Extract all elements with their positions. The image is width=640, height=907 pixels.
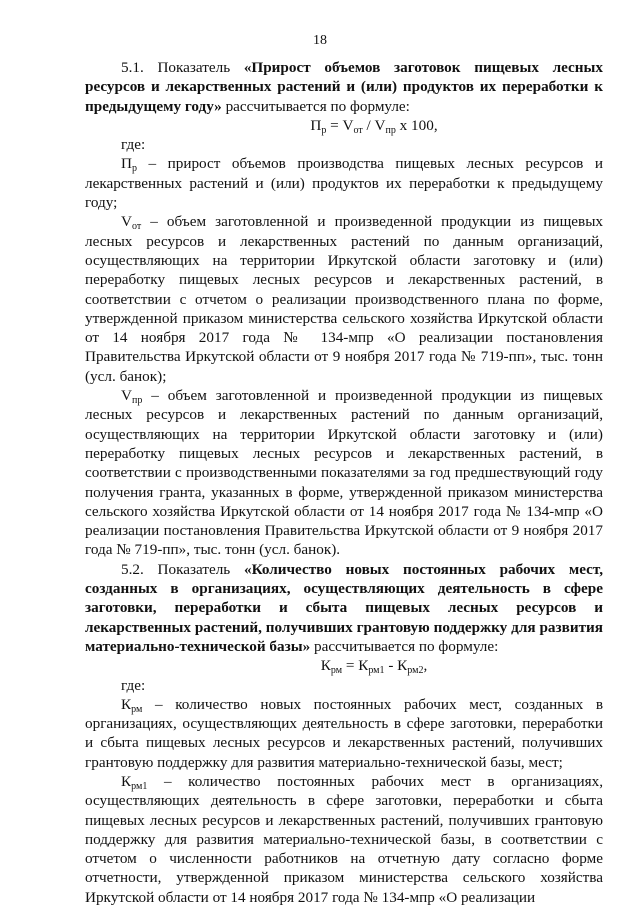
formula-5-2: $К_{рм} = К_{рм1} - К_{рм2}$, <box>320 657 428 677</box>
section-5-1-title: «Прирост объемов заготовок пищевых лесных ресурсов и лекарственных растений и (или) продуктов их переработки к предыдущему году» <box>85 59 603 115</box>
section-5-2-prefix: 5.2. Показатель <box>121 560 244 578</box>
section-5-2-suffix: рассчитывается по формуле: <box>310 637 499 655</box>
section-5-1-suffix: рассчитывается по формуле: <box>221 97 410 115</box>
definition-v-pr: $V_{пр}$ – объем заготовленной и произведенной продукции из пищевых лесных ресурсов и лекарственных растений по данным организаций, осуществляющих на территории Иркутской области заготовку и (или) переработку пищевых лесных ресурсов и лекарственных растений, в соответствии с производственными показателями за год предшествующий году получения гранта, указанных в форме, утвержденной приказом министерства сельского хозяйства Иркутской области от 14 ноября 2017 года № 134-мпр «О реализации постановления Правительства Иркутской области от 9 ноября 2017 года № 719-пп», тыс. тонн (усл. банок). <box>85 387 603 559</box>
definition-v-ot: $V_{от}$ – объем заготовленной и произведенной продукции из пищевых лесных ресурсов и лекарственных растений по данным организаций, осуществляющих на территории Иркутской области заготовку и (или) переработку пищевых лесных ресурсов и лекарственных растений, в соответствии с отчетом о реализации производственного плана по форме, утвержденной приказом министерства сельского хозяйства Иркутской области от 14 ноября 2017 года № 134-мпр «О реализации постановления Правительства Иркутской области от 9 ноября 2017 года № 719-пп», тыс. тонн (усл. банок); <box>85 213 603 385</box>
document-body <box>85 58 603 907</box>
section-5-1-heading <box>85 58 603 116</box>
section-5-1-prefix: 5.1. Показатель <box>121 59 244 76</box>
definition-pr: $П_р$ – прирост объемов производства пищевых лесных ресурсов и лекарственных растений и (или) продуктов их переработки к предыдущему году; <box>85 155 603 212</box>
formula-5-1: $П_р = V_{от} / V_{пр}$ х 100, <box>310 116 438 136</box>
definition-k-rm1: $К_{рм1}$ – количество постоянных рабочих мест в организациях, осуществляющих деятельность в сфере заготовки, переработки и сбыта пищевых лесных ресурсов и лекарственных растений, получивших грантовую поддержку для развития материально-технической базы, в соответствии с отчетом о численности работников на отчетную дату согласно форме отчетности, утвержденной приказом министерства сельского хозяйства Иркутской области от 14 ноября 2017 года № 134-мпр «О реализации <box>85 772 603 906</box>
section-5-2-title: «Количество новых постоянных рабочих мест, созданных в организациях, осуществляющих деятельность в сфере заготовки, переработки и сбыта пищевых лесных ресурсов и лекарственных растений, получивших грантовую поддержку для развития материально-технической базы» <box>85 560 603 655</box>
where-label-5-2: где: <box>121 676 146 694</box>
section-5-2-heading <box>85 560 603 656</box>
where-label-5-1: где: <box>121 136 146 154</box>
definition-k-rm: $К_{рм}$ – количество новых постоянных рабочих мест, созданных в организациях, осуществляющих деятельность в сфере заготовки, переработки и сбыта пищевых лесных ресурсов и лекарственных растений, получивших грантовую поддержку для развития материально-технической базы, мест; <box>85 695 603 771</box>
page-number: 18 <box>313 33 327 48</box>
